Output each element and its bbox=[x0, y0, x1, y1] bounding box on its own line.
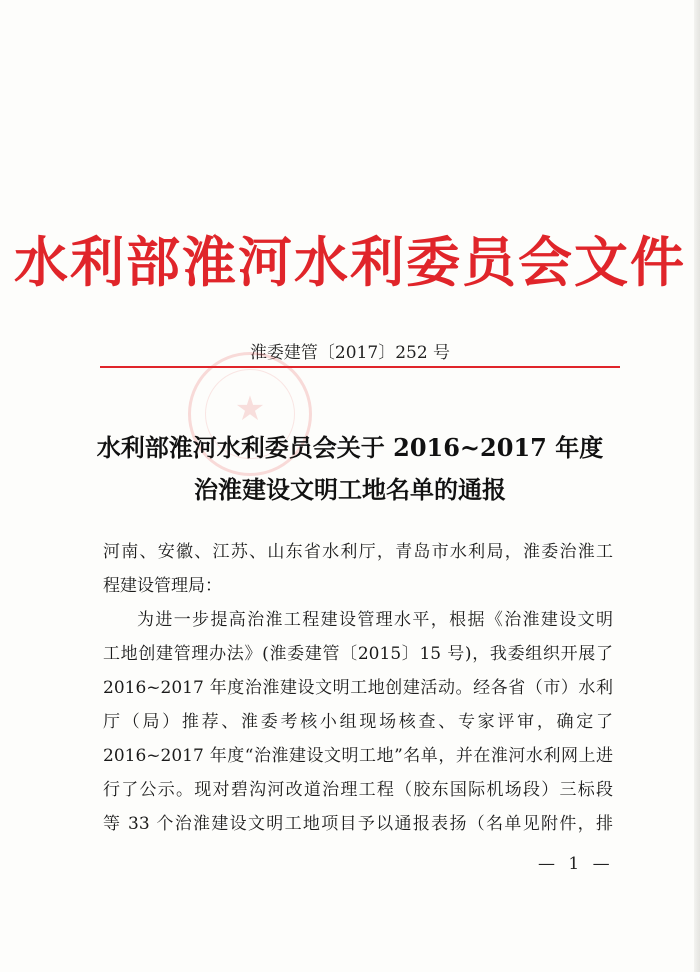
body-line: 为进一步提高治淮工程建设管理水平，根据《治淮建设文明 bbox=[137, 610, 613, 630]
page-number bbox=[534, 854, 614, 874]
page-number-value: 1 bbox=[568, 854, 580, 874]
document-number: 淮委建管〔2017〕252 号 bbox=[249, 343, 451, 363]
body-line: 等 33 个治淮建设文明工地项目予以通报表扬（名单见附件，排 bbox=[103, 814, 613, 834]
addressee-line: 程建设管理局： bbox=[103, 576, 222, 596]
document-title-line-2: 治淮建设文明工地名单的通报 bbox=[194, 475, 506, 504]
body-line: 2016~2017 年度治淮建设文明工地创建活动。经各省（市）水利 bbox=[103, 678, 613, 698]
body-paragraph bbox=[103, 603, 613, 841]
addressee-block bbox=[103, 535, 613, 603]
seal-star-icon: ★ bbox=[234, 389, 266, 429]
body-line: 行了公示。现对碧沟河改道治理工程（胶东国际机场段）三标段 bbox=[103, 780, 613, 800]
body-line: 厅（局）推荐、淮委考核小组现场核查、专家评审，确定了 bbox=[103, 712, 613, 732]
document-title-line-1: 水利部淮河水利委员会关于 2016~2017 年度 bbox=[96, 433, 604, 462]
addressee-line: 河南、安徽、江苏、山东省水利厅，青岛市水利局，淮委治淮工 bbox=[103, 542, 613, 562]
body-line: 2016~2017 年度“治淮建设文明工地”名单，并在淮河水利网上进 bbox=[103, 746, 613, 766]
masthead-red-rule bbox=[100, 366, 620, 368]
document-masthead: 水利部淮河水利委员会文件 bbox=[14, 231, 686, 294]
page-dash-right: — bbox=[592, 854, 610, 874]
page-dash-left: — bbox=[538, 854, 555, 874]
body-line: 工地创建管理办法》(淮委建管〔2015〕15 号)，我委组织开展了 bbox=[103, 644, 613, 664]
